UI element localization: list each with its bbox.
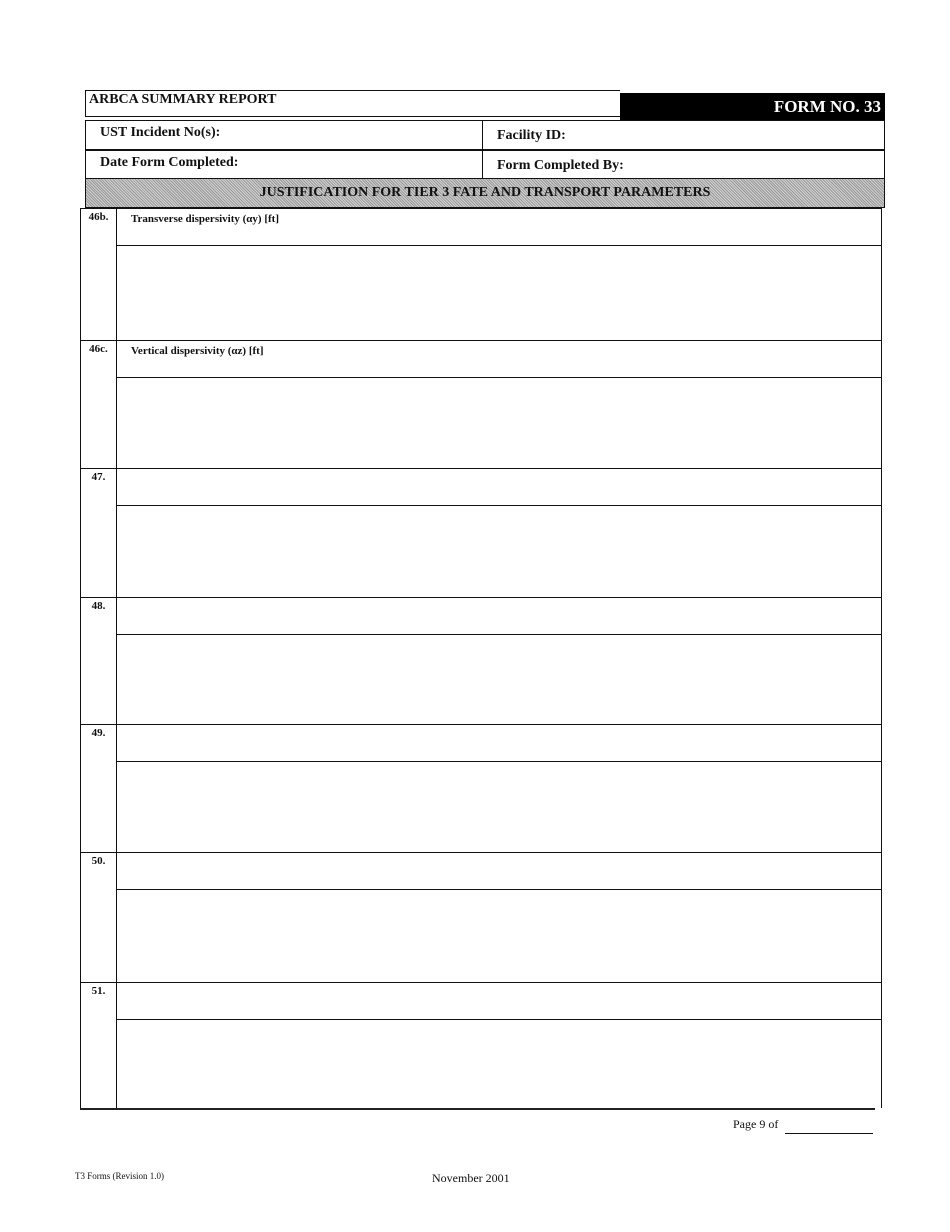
section-number: 49.: [81, 725, 117, 852]
section-46b: [80, 208, 882, 340]
section-number: 46b.: [81, 209, 117, 340]
section-48: [80, 597, 882, 724]
section-49: [80, 724, 882, 852]
facility-id-field[interactable]: Facility ID:: [482, 121, 566, 149]
page-total-line[interactable]: [785, 1133, 873, 1134]
section-number: 50.: [81, 853, 117, 982]
incident-row: [85, 120, 885, 150]
section-51: [80, 982, 882, 1108]
date-completed-field[interactable]: Date Form Completed:: [100, 155, 239, 170]
completion-row: [85, 150, 885, 180]
form-number: FORM NO. 33: [620, 93, 885, 120]
section-label[interactable]: Vertical dispersivity (αz) [ft]: [117, 341, 881, 378]
section-number: 51.: [81, 983, 117, 1108]
section-number: 46c.: [81, 341, 117, 468]
completed-by-field[interactable]: Form Completed By:: [482, 151, 624, 179]
section-label[interactable]: [117, 853, 881, 890]
section-50: [80, 852, 882, 982]
section-label[interactable]: [117, 983, 881, 1020]
section-label[interactable]: [117, 469, 881, 506]
page-number: Page 9 of: [733, 1117, 779, 1131]
section-46c: [80, 340, 882, 468]
section-label[interactable]: [117, 598, 881, 635]
section-label[interactable]: [117, 725, 881, 762]
section-label[interactable]: Transverse dispersivity (αy) [ft]: [117, 209, 881, 246]
report-title: ARBCA SUMMARY REPORT: [85, 90, 620, 117]
section-number: 47.: [81, 469, 117, 597]
form-bottom-border: [80, 1108, 875, 1110]
section-number: 48.: [81, 598, 117, 724]
footer-date: November 2001: [432, 1171, 510, 1185]
footer-revision: T3 Forms (Revision 1.0): [75, 1171, 164, 1181]
ust-incident-field[interactable]: UST Incident No(s):: [100, 125, 221, 140]
section-47: [80, 468, 882, 597]
section-banner: JUSTIFICATION FOR TIER 3 FATE AND TRANSPORT PARAMETERS: [85, 178, 885, 208]
